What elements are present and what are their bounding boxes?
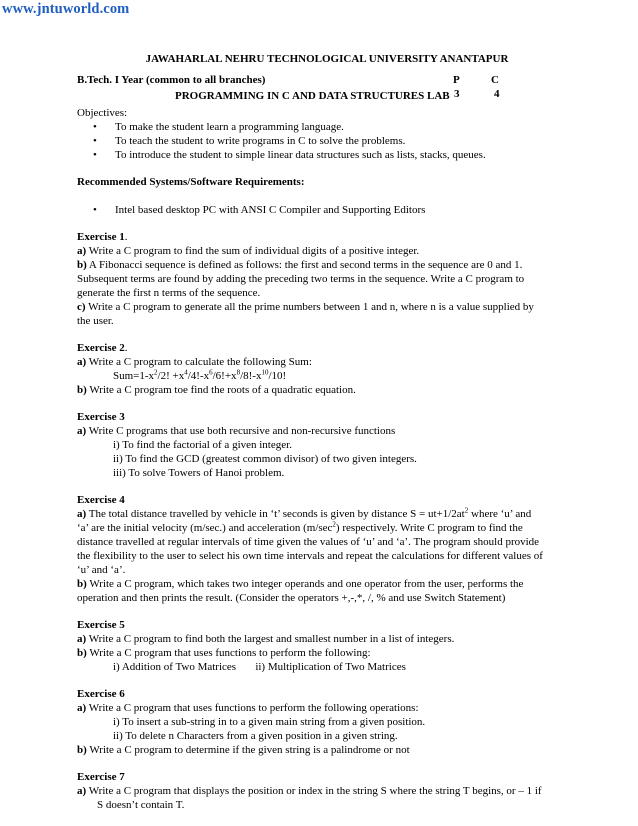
ex4-part-a-cont: the flexibility to the user to select his own time intervals and repeat the calculations for different values of bbox=[77, 550, 543, 562]
ex1-part-b-cont: generate the first n terms of the sequence. bbox=[77, 287, 261, 299]
ex4-part-b: b) Write a C program, which takes two integer operands and one operator from the user, performs the bbox=[77, 578, 524, 590]
exercise-2: Exercise 2. bbox=[77, 342, 128, 354]
course-row bbox=[77, 73, 567, 87]
objective-item: • To make the student learn a programming language. bbox=[115, 120, 567, 134]
ex6-sub-item: ii) To delete n Characters from a given position in a given string. bbox=[113, 730, 398, 742]
ex1-part-c-cont: the user. bbox=[77, 315, 114, 327]
ex7-part-a-cont: S doesn’t contain T. bbox=[97, 799, 185, 811]
col-c-label: C bbox=[491, 74, 499, 86]
ex6-sub-item: i) To insert a sub-string in to a given main string from a given position. bbox=[113, 716, 426, 728]
exercise-heading: Exercise 1 bbox=[77, 231, 125, 243]
ex2-sum-formula: $Sum=1-x^2/2$! $+x^4/4!-x^6/6!+x^8/8!-x^{10}/10$! bbox=[113, 368, 287, 382]
ex4-part-a-cont: ‘u’ and ‘a’. bbox=[77, 564, 126, 576]
course-name: B.Tech. I Year (common to all branches) bbox=[77, 74, 266, 86]
ex3-part-a: a) Write C programs that use both recursive and non-recursive functions bbox=[77, 425, 396, 437]
ex1-part-c: c) Write a C program to generate all the prime numbers between 1 and n, where n is a value supplied by bbox=[77, 301, 534, 313]
ex4-part-a-cont: ‘a’ are the initial velocity (m/sec.) and acceleration $(m/\sec^2)$ respectively. Write C program to find the bbox=[77, 520, 523, 534]
objective-item: • To introduce the student to simple linear data structures such as lists, stacks, queues. bbox=[115, 148, 567, 162]
col-p-label: P bbox=[453, 74, 460, 86]
exercise-3: Exercise 3 bbox=[77, 411, 125, 423]
col-c-value: 4 bbox=[494, 88, 500, 100]
requirement-item: • Intel based desktop PC with ANSI C Compiler and Supporting Editors bbox=[77, 203, 567, 217]
ex7-part-a: a) Write a C program that displays the position or index in the string S where the string T begins, or – 1 if bbox=[77, 785, 542, 797]
col-p-value: 3 bbox=[454, 88, 460, 100]
ex4-part-a: a) The total distance travelled by vehicle in ‘t’ seconds is given by distance $S = ut+1/2at^2$ where ‘u’ and bbox=[77, 506, 532, 520]
ex5-part-b: b) Write a C program that uses functions to perform the following: bbox=[77, 647, 371, 659]
exercise-5: Exercise 5 bbox=[77, 619, 125, 631]
exercise-7: Exercise 7 bbox=[77, 771, 125, 783]
ex1-part-b: b) A Fibonacci sequence is defined as follows: the first and second terms in the sequence are 0 and 1. bbox=[77, 259, 523, 271]
ex3-sub-item: i) To find the factorial of a given integer. bbox=[113, 439, 292, 451]
exercise-6: Exercise 6 bbox=[77, 688, 125, 700]
ex2-part-b: b) Write a C program toe find the roots of a quadratic equation. bbox=[77, 384, 356, 396]
ex3-sub-item: ii) To find the GCD (greatest common divisor) of two given integers. bbox=[113, 453, 417, 465]
university-title: JAWAHARLAL NEHRU TECHNOLOGICAL UNIVERSITY ANANTAPUR bbox=[145, 53, 509, 65]
ex5-part-a: a) Write a C program to find both the largest and smallest number in a list of integers. bbox=[77, 633, 455, 645]
requirements-heading: Recommended Systems/Software Requirements: bbox=[77, 176, 305, 188]
credits-row bbox=[77, 87, 567, 101]
exercise-4: Exercise 4 bbox=[77, 494, 125, 506]
ex1-part-b-cont: Subsequent terms are found by adding the preceding two terms in the sequence. Write a C program to bbox=[77, 273, 525, 285]
ex1-part-a: a) Write a C program to find the sum of individual digits of a positive integer. bbox=[77, 245, 420, 257]
objective-item: • To teach the student to write programs in C to solve the problems. bbox=[115, 134, 567, 148]
syllabus-page bbox=[77, 52, 567, 812]
ex6-part-b: b) Write a C program to determine if the given string is a palindrome or not bbox=[77, 744, 410, 756]
exercise-heading: Exercise 2 bbox=[77, 342, 125, 354]
watermark: www.jntuworld.com bbox=[2, 1, 130, 17]
ex6-part-a: a) Write a C program that uses functions to perform the following operations: bbox=[77, 702, 419, 714]
ex4-part-a-cont: distance travelled at regular intervals of time given the values of ‘u’ and ‘a’. The program should provide bbox=[77, 536, 540, 548]
ex5-sub-item: i) Addition of Two Matrices ii) Multiplication of Two Matrices bbox=[113, 661, 406, 673]
exercise-1: Exercise 1. bbox=[77, 231, 128, 243]
ex4-part-b-cont: operation and then prints the result. (Consider the operators +,-,*, /, % and use Switch Statement) bbox=[77, 592, 506, 604]
objectives-heading: Objectives: bbox=[77, 107, 128, 119]
ex3-sub-item: iii) To solve Towers of Hanoi problem. bbox=[113, 467, 285, 479]
ex2-part-a: a) Write a C program to calculate the following Sum: bbox=[77, 356, 312, 368]
objectives-list bbox=[77, 120, 567, 162]
lab-title: PROGRAMMING IN C AND DATA STRUCTURES LAB bbox=[175, 90, 450, 102]
